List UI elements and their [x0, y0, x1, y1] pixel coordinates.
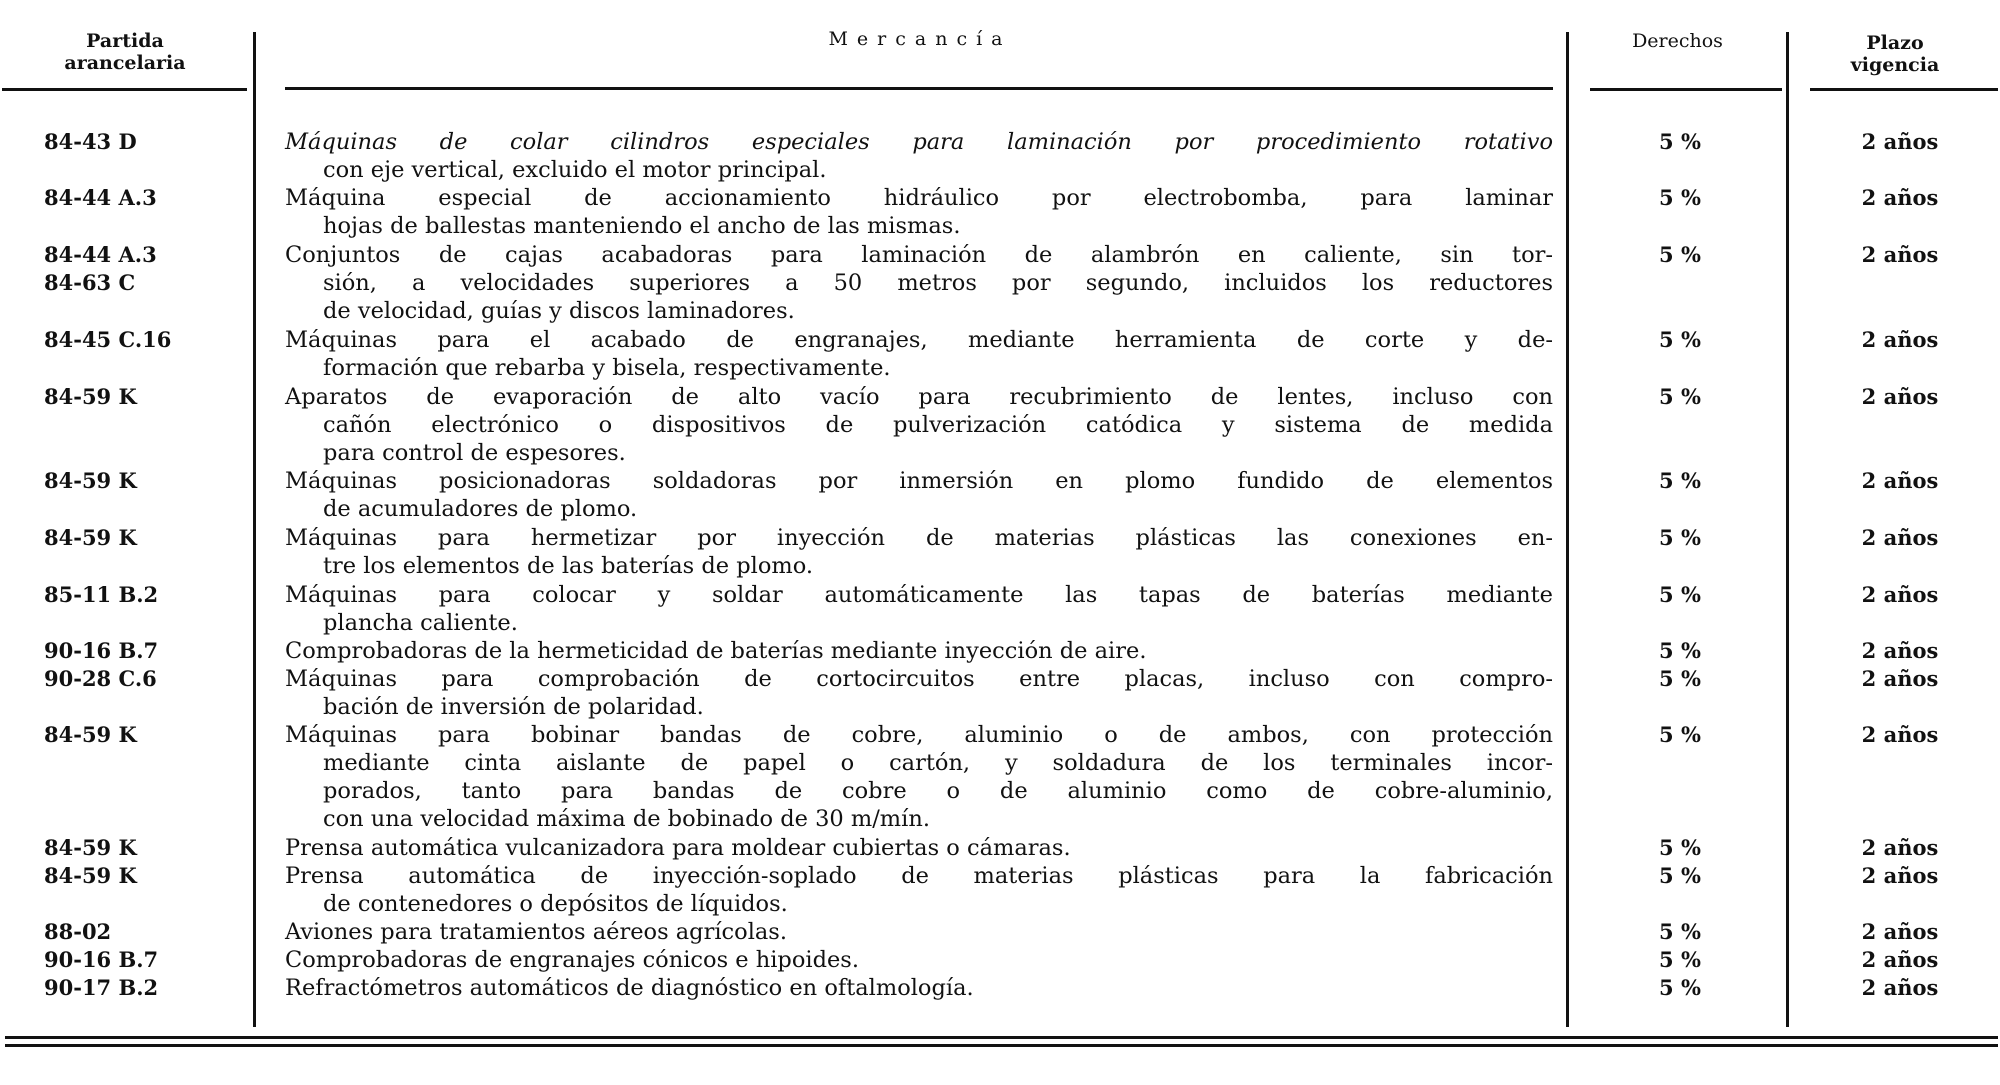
tariff-code [44, 721, 137, 749]
description-line: Máquinas para bobinar bandas de cobre, aluminio o de ambos, con protección [285, 722, 1553, 748]
goods-description [285, 241, 1553, 325]
tariff-code-line: 90-16 B.7 [44, 638, 159, 663]
goods-description [285, 326, 1553, 382]
goods-description [285, 383, 1553, 467]
goods-description [285, 467, 1553, 523]
tariff-code [44, 834, 137, 862]
description-line: Máquinas de colar cilindros especiales para laminación por procedimiento rotativo [285, 129, 1553, 155]
tariff-code-line: 90-16 B.7 [44, 947, 159, 972]
duty-rate: 5 % [1659, 835, 1701, 860]
description-line: de contenedores o depósitos de líquidos. [323, 891, 788, 917]
tariff-code-line: 84-63 C [44, 270, 136, 295]
header-mercancia: Mercancía [828, 28, 1012, 50]
tariff-code-line: 84-43 D [44, 129, 137, 154]
bottom-rule-lower [5, 1044, 1998, 1047]
validity-term: 2 años [1861, 975, 1939, 1000]
description-line: para control de espesores. [323, 440, 626, 466]
validity-term: 2 años [1861, 835, 1939, 860]
tariff-code-line: 84-59 K [44, 384, 137, 409]
tariff-code [44, 665, 157, 693]
duty-rate: 5 % [1659, 129, 1701, 154]
tariff-code-line: 84-59 K [44, 722, 137, 747]
validity-term: 2 años [1861, 666, 1939, 691]
goods-description [285, 665, 1553, 721]
header-rule-derechos [1590, 88, 1782, 91]
tariff-code [44, 862, 137, 890]
duty-rate: 5 % [1659, 384, 1701, 409]
header-plazo-line2: vigencia [1850, 54, 1940, 76]
header-partida-line2: arancelaria [64, 52, 186, 74]
header-plazo-line1: Plazo [1866, 32, 1924, 54]
description-line: porados, tanto para bandas de cobre o de aluminio como de cobre-aluminio, [323, 778, 1553, 804]
column-divider-2 [1566, 32, 1569, 1027]
duty-rate: 5 % [1659, 947, 1701, 972]
description-line: Comprobadoras de la hermeticidad de baterías mediante inyección de aire. [285, 638, 1147, 664]
column-divider-3 [1786, 32, 1789, 1027]
validity-term: 2 años [1861, 327, 1939, 352]
tariff-code-line: 84-44 A.3 [44, 185, 157, 210]
description-line: Máquinas para comprobación de cortocircuitos entre placas, incluso con compro- [285, 666, 1553, 692]
tariff-code [44, 241, 157, 297]
description-line: Máquinas para colocar y soldar automáticamente las tapas de baterías mediante [285, 582, 1553, 608]
tariff-code-line: 84-45 C.16 [44, 327, 172, 352]
validity-term: 2 años [1861, 722, 1939, 747]
column-divider-1 [253, 32, 256, 1027]
tariff-code-line: 84-59 K [44, 468, 137, 493]
description-line: mediante cinta aislante de papel o cartón, y soldadura de los terminales incor- [323, 750, 1553, 776]
validity-term: 2 años [1861, 384, 1939, 409]
validity-term: 2 años [1861, 947, 1939, 972]
description-line: Refractómetros automáticos de diagnóstico en oftalmología. [285, 975, 974, 1001]
description-line: formación que rebarba y bisela, respectivamente. [323, 355, 891, 381]
description-line: de acumuladores de plomo. [323, 496, 638, 522]
description-line: sión, a velocidades superiores a 50 metros por segundo, incluidos los reductores [323, 270, 1553, 296]
tariff-code [44, 383, 137, 411]
description-line: bación de inversión de polaridad. [323, 694, 704, 720]
description-line: Máquinas para el acabado de engranajes, mediante herramienta de corte y de- [285, 327, 1553, 353]
goods-description [285, 862, 1553, 918]
goods-description [285, 128, 1553, 184]
goods-description [285, 721, 1553, 833]
bottom-rule-upper [5, 1036, 1998, 1039]
tariff-code [44, 918, 111, 946]
description-line: Comprobadoras de engranajes cónicos e hipoides. [285, 947, 859, 973]
goods-description [285, 834, 1553, 862]
tariff-code-line: 90-17 B.2 [44, 975, 159, 1000]
duty-rate: 5 % [1659, 185, 1701, 210]
validity-term: 2 años [1861, 242, 1939, 267]
tariff-code-line: 84-59 K [44, 835, 137, 860]
description-line: con una velocidad máxima de bobinado de 30 m/mín. [323, 806, 930, 832]
validity-term: 2 años [1861, 525, 1939, 550]
validity-term: 2 años [1861, 638, 1939, 663]
description-line: cañón electrónico o dispositivos de pulverización catódica y sistema de medida [323, 412, 1553, 438]
tariff-code-line: 84-59 K [44, 525, 137, 550]
header-partida [0, 30, 250, 74]
description-line: Aparatos de evaporación de alto vacío para recubrimiento de lentes, incluso con [285, 384, 1553, 410]
validity-term: 2 años [1861, 129, 1939, 154]
tariff-code [44, 974, 158, 1002]
header-derechos: Derechos [1632, 30, 1723, 52]
goods-description [285, 637, 1553, 665]
description-line: Máquina especial de accionamiento hidráulico por electrobomba, para laminar [285, 185, 1553, 211]
tariff-code [44, 467, 137, 495]
tariff-code [44, 581, 158, 609]
validity-term: 2 años [1861, 582, 1939, 607]
tariff-code [44, 946, 158, 974]
duty-rate: 5 % [1659, 242, 1701, 267]
duty-rate: 5 % [1659, 525, 1701, 550]
duty-rate: 5 % [1659, 582, 1701, 607]
duty-rate: 5 % [1659, 666, 1701, 691]
header-partida-line1: Partida [86, 30, 164, 52]
description-line: Máquinas posicionadoras soldadoras por inmersión en plomo fundido de elementos [285, 468, 1553, 494]
description-line: Prensa automática de inyección-soplado de materias plásticas para la fabricación [285, 863, 1553, 889]
description-line: Aviones para tratamientos aéreos agrícolas. [285, 919, 787, 945]
duty-rate: 5 % [1659, 722, 1701, 747]
description-line: plancha caliente. [323, 610, 518, 636]
tariff-code-line: 85-11 B.2 [44, 582, 159, 607]
description-line: Prensa automática vulcanizadora para moldear cubiertas o cámaras. [285, 835, 1071, 861]
description-line: Máquinas para hermetizar por inyección de materias plásticas las conexiones en- [285, 525, 1553, 551]
goods-description [285, 974, 1553, 1002]
validity-term: 2 años [1861, 863, 1939, 888]
validity-term: 2 años [1861, 919, 1939, 944]
goods-description [285, 918, 1553, 946]
validity-term: 2 años [1861, 185, 1939, 210]
goods-description [285, 946, 1553, 974]
header-rule-partida [2, 88, 247, 91]
duty-rate: 5 % [1659, 919, 1701, 944]
tariff-code [44, 524, 137, 552]
tariff-code-line: 90-28 C.6 [44, 666, 157, 691]
validity-term: 2 años [1861, 468, 1939, 493]
tariff-code-line: 84-59 K [44, 863, 137, 888]
goods-description [285, 581, 1553, 637]
tariff-code [44, 637, 158, 665]
tariff-code [44, 326, 171, 354]
goods-description [285, 524, 1553, 580]
duty-rate: 5 % [1659, 975, 1701, 1000]
tariff-code [44, 128, 137, 156]
header-rule-mercancia [285, 87, 1553, 90]
tariff-code [44, 184, 157, 212]
duty-rate: 5 % [1659, 638, 1701, 663]
description-line: hojas de ballestas manteniendo el ancho de las mismas. [323, 213, 961, 239]
goods-description [285, 184, 1553, 240]
duty-rate: 5 % [1659, 468, 1701, 493]
duty-rate: 5 % [1659, 327, 1701, 352]
description-line: tre los elementos de las baterías de plomo. [323, 553, 814, 579]
duty-rate: 5 % [1659, 863, 1701, 888]
header-rule-plazo [1810, 88, 1998, 91]
header-plazo [1790, 32, 2000, 76]
description-line: con eje vertical, excluido el motor principal. [323, 157, 827, 183]
description-line: Conjuntos de cajas acabadoras para laminación de alambrón en caliente, sin tor- [285, 242, 1553, 268]
tariff-code-line: 84-44 A.3 [44, 242, 157, 267]
description-line: de velocidad, guías y discos laminadores. [323, 298, 795, 324]
tariff-code-line: 88-02 [44, 919, 112, 944]
